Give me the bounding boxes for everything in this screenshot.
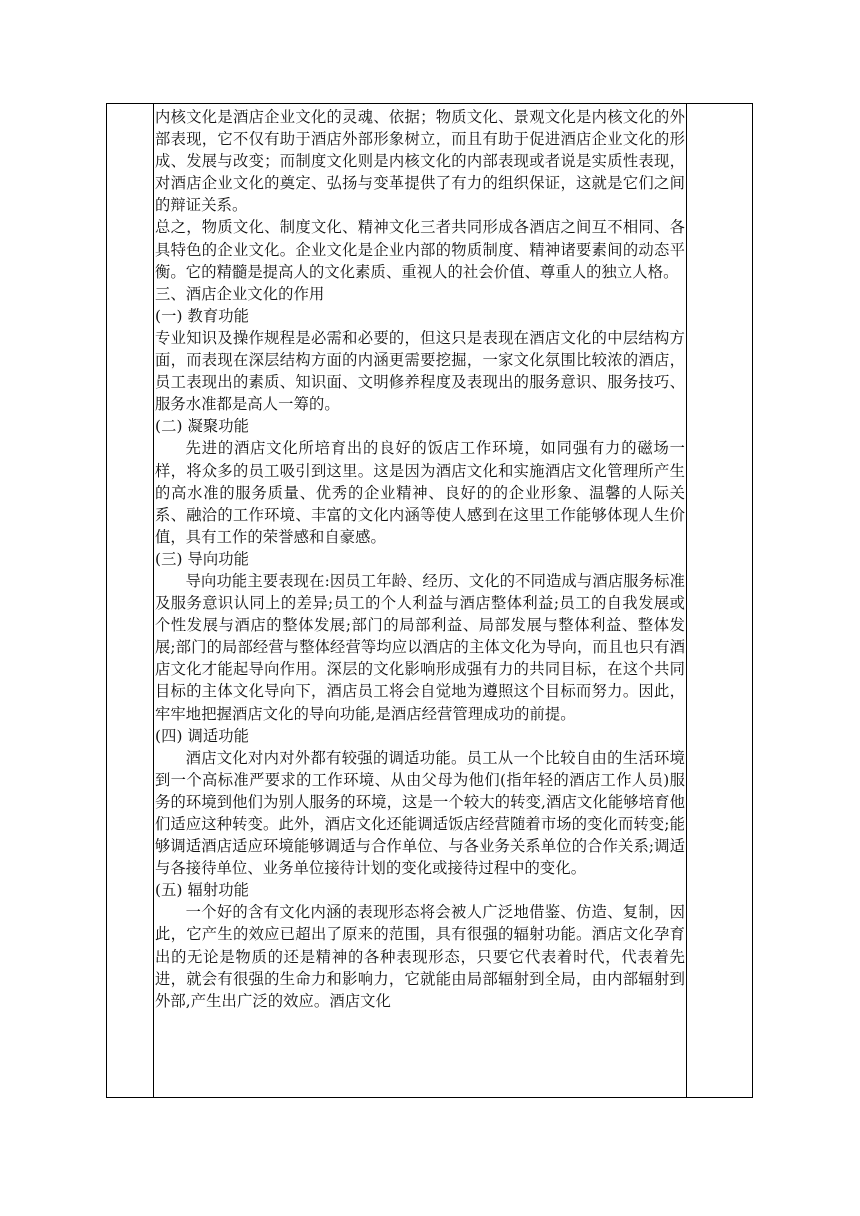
subheading-education: (一) 教育功能 [155,306,250,325]
section-heading: 三、酒店企业文化的作用 [155,284,325,303]
subheading-guidance: (三) 导向功能 [155,549,250,568]
subheading-adjustment: (四) 调适功能 [155,726,250,745]
paragraph-guidance: 导向功能主要表现在:因员工年龄、经历、文化的不同造成与酒店服务标准及服务意识认同上的差异;员工的个人利益与酒店整体利益;员工的自我发展或个性发展与酒店的整体发展;部门的局部利益、局部发展与整体利益、整体发展;部门的局部经营与整体经营等均应以酒店的主体文化为导向，而且也只有酒店文化才能起导向作用。深层的文化影响形成强有力的共同目标，在这个共同目标的主体文化导向下，酒店员工将会自觉地为遵照这个目标而努力。因此，牢牢地把握酒店文化的导向功能,是酒店经营管理成功的前提。 [155,571,685,723]
subheading-cohesion: (二) 凝聚功能 [155,417,250,436]
document-table [106,103,753,1098]
paragraph-adjustment: 酒店文化对内对外都有较强的调适功能。员工从一个比较自由的生活环境到一个高标准严要求的工作环境、从由父母为他们(指年轻的酒店工作人员)服务的环境到他们为别人服务的环境，这是一个较大的转变,酒店文化能够培育他们适应这种转变。此外，酒店文化还能调适饭店经营随着市场的变化而转变;能够调适酒店适应环境能够调适与合作单位、与各业务关系单位的合作关系;调适与各接待单位、业务单位接待计划的变化或接待过程中的变化。 [155,748,685,878]
paragraph-cohesion: 先进的酒店文化所培育出的良好的饭店工作环境，如同强有力的磁场一样，将众多的员工吸引到这里。这是因为酒店文化和实施酒店文化管理所产生的高水准的服务质量、优秀的企业精神、良好的的企业形象、温馨的人际关系、融洽的工作环境、丰富的文化内涵等使人感到在这里工作能够体现人生价值，具有工作的荣誉感和自豪感。 [155,439,685,546]
column-divider-left [153,104,154,1097]
paragraph-summary: 总之，物质文化、制度文化、精神文化三者共同形成各酒店之间互不相同、各具特色的企业文化。企业文化是企业内部的物质制度、精神诸要素间的动态平衡。它的精髓是提高人的文化素质、重视人的社会价值、尊重人的独立人格。 [155,218,685,281]
column-divider-right [686,104,687,1097]
document-body [155,106,685,1012]
paragraph-radiation: 一个好的含有文化内涵的表现形态将会被人广泛地借鉴、仿造、复制，因此，它产生的效应已超出了原来的范围，具有很强的辐射功能。酒店文化孕育出的无论是物质的还是精神的各种表现形态，只要它代表着时代，代表着先进，就会有很强的生命力和影响力，它就能由局部辐射到全局，由内部辐射到外部,产生出广泛的效应。酒店文化 [155,903,685,1010]
paragraph-education: 专业知识及操作规程是必需和必要的，但这只是表现在酒店文化的中层结构方面，而表现在深层结构方面的内涵更需要挖掘，一家文化氛围比较浓的酒店，员工表现出的素质、知识面、文明修养程度及表现出的服务意识、服务技巧、服务水准都是高人一筹的。 [155,328,685,414]
subheading-radiation: (五) 辐射功能 [155,881,250,900]
paragraph-core-culture: 内核文化是酒店企业文化的灵魂、依据；物质文化、景观文化是内核文化的外部表现，它不仅有助于酒店外部形象树立，而且有助于促进酒店企业文化的形成、发展与改变；而制度文化则是内核文化的内部表现或者说是实质性表现，对酒店企业文化的奠定、弘扬与变革提供了有力的组织保证，这就是它们之间的辩证关系。 [155,108,685,215]
